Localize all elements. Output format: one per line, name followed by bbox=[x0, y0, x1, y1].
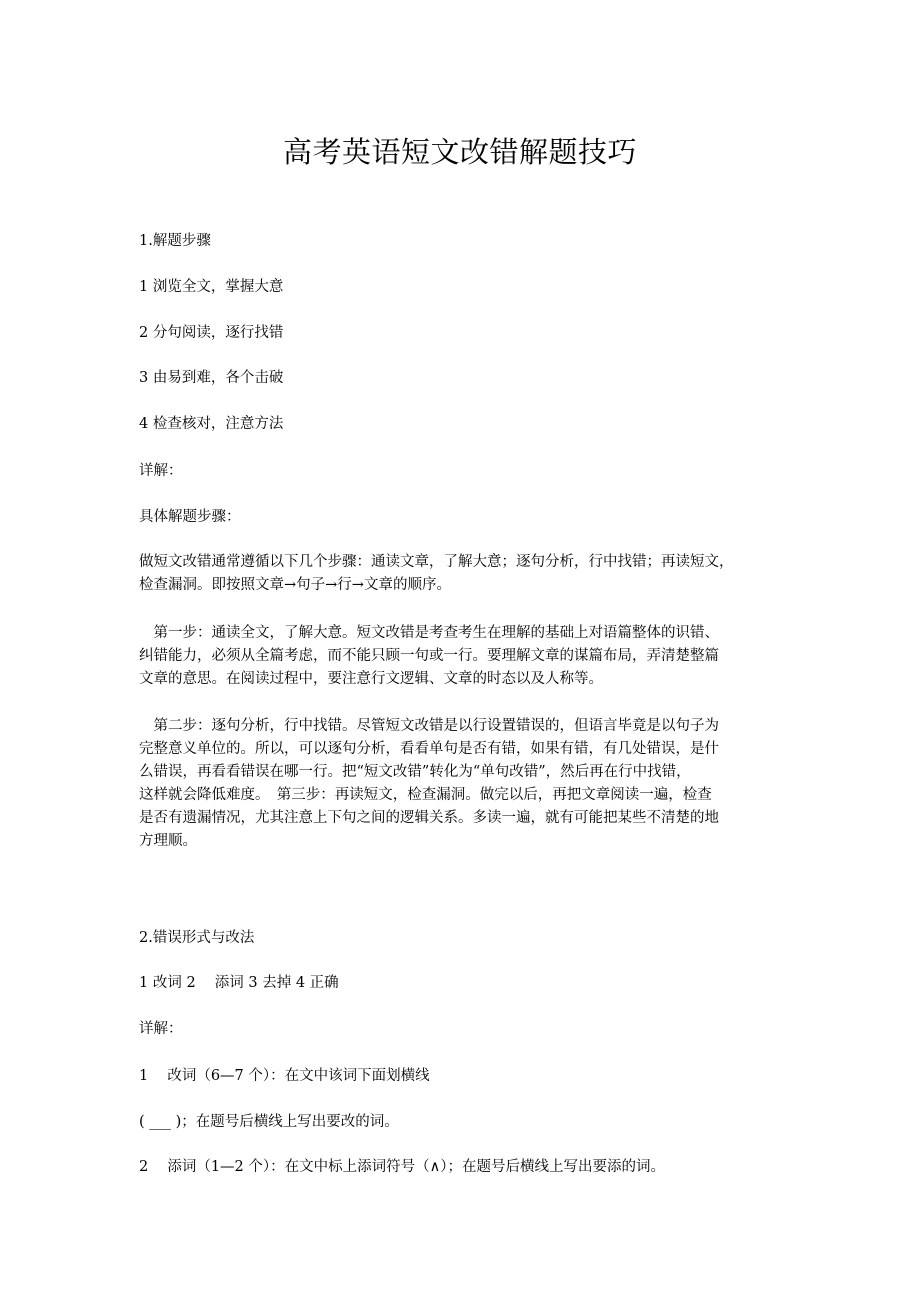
detail-label-2: 详解： bbox=[139, 1021, 183, 1037]
section-heading-errors: 2.错误形式与改法 bbox=[139, 930, 255, 946]
step-item-2: 2 分句阅读，逐行找错 bbox=[139, 325, 284, 341]
step1-line-2: 纠错能力，必须从全篇考虑，而不能只顾一句或一行。要理解文章的谋篇布局，弄清楚整篇 bbox=[139, 648, 719, 664]
item1-line-1: 1 改词（6—7 个）：在文中该词下面划横线 bbox=[139, 1068, 430, 1084]
step23-line-2: 完整意义单位的。所以，可以逐句分析，看看单句是否有错，如果有错，有几处错误，是什 bbox=[139, 741, 719, 757]
document-title: 高考英语短文改错解题技巧 bbox=[282, 135, 637, 169]
sub-label: 具体解题步骤： bbox=[139, 509, 241, 525]
item1-line-2: ( ___ )；在题号后横线上写出要改的词。 bbox=[139, 1114, 399, 1130]
step-item-3: 3 由易到难，各个击破 bbox=[139, 370, 284, 386]
step-item-1: 1 浏览全文，掌握大意 bbox=[139, 279, 284, 295]
detail-label: 详解： bbox=[139, 463, 183, 479]
step23-line-6: 方理顺。 bbox=[139, 833, 197, 849]
intro-line-1: 做短文改错通常遵循以下几个步骤：通读文章，了解大意；逐句分析，行中找错；再读短文， bbox=[139, 554, 734, 570]
error-forms-list: 1 改词 2 添词 3 去掉 4 正确 bbox=[139, 975, 339, 991]
step-item-4: 4 检查核对，注意方法 bbox=[139, 416, 284, 432]
step1-line-1: 第一步：通读全文，了解大意。短文改错是考查考生在理解的基础上对语篇整体的识错、 bbox=[139, 625, 719, 641]
step23-line-4: 这样就会降低难度。 第三步：再读短文，检查漏洞。做完以后，再把文章阅读一遍，检查 bbox=[139, 787, 712, 803]
step23-line-5: 是否有遗漏情况，尤其注意上下句之间的逻辑关系。多读一遍，就有可能把某些不清楚的地 bbox=[139, 810, 719, 826]
section-heading-steps: 1.解题步骤 bbox=[139, 233, 211, 249]
item2-line-1: 2 添词（1—2 个）：在文中标上添词符号（∧）；在题号后横线上写出要添的词。 bbox=[139, 1159, 666, 1175]
intro-line-2: 检查漏洞。即按照文章→句子→行→文章的顺序。 bbox=[139, 577, 451, 593]
step1-line-3: 文章的意思。在阅读过程中，要注意行文逻辑、文章的时态以及人称等。 bbox=[139, 671, 603, 687]
step23-line-1: 第二步：逐句分析，行中找错。尽管短文改错是以行设置错误的，但语言毕竟是以句子为 bbox=[139, 718, 719, 734]
step23-line-3: 么错误，再看看错误在哪一行。把“短文改错”转化为“单句改错”，然后再在行中找错， bbox=[139, 764, 691, 780]
